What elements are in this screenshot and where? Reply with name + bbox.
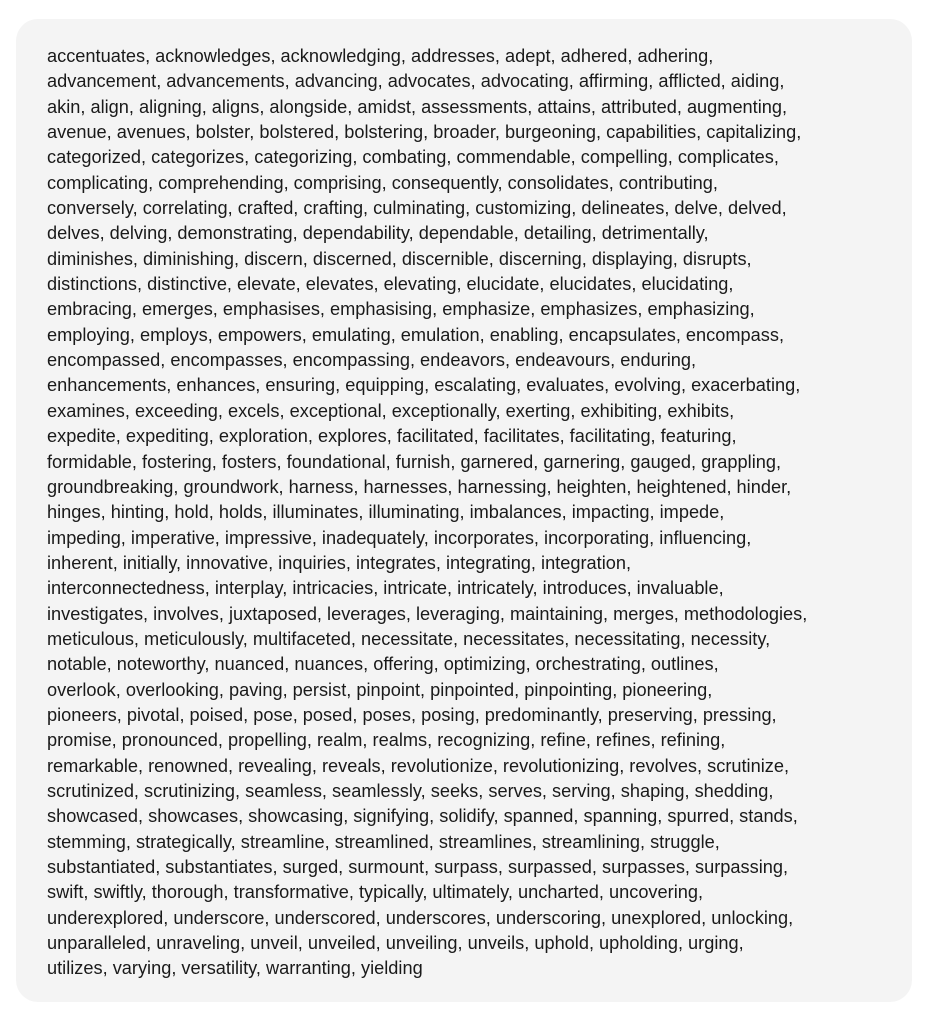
word-list-line: interconnectedness, interplay, intricacies, intricate, intricately, introduces, invaluable, (47, 578, 724, 599)
word-list-card (16, 19, 912, 1002)
word-list-line: diminishes, diminishing, discern, discerned, discernible, discerning, displaying, disrupts, (47, 248, 752, 269)
word-list-line: notable, noteworthy, nuanced, nuances, offering, optimizing, orchestrating, outlines, (47, 654, 719, 675)
word-list-line: overlook, overlooking, paving, persist, pinpoint, pinpointed, pinpointing, pioneering, (47, 679, 713, 700)
word-list-line: avenue, avenues, bolster, bolstered, bolstering, broader, burgeoning, capabilities, capitalizing, (47, 122, 802, 143)
word-list-line: conversely, correlating, crafted, crafting, culminating, customizing, delineates, delve, delved, (47, 198, 787, 219)
word-list-line: groundbreaking, groundwork, harness, harnesses, harnessing, heighten, heightened, hinder, (47, 476, 792, 497)
word-list-line: scrutinized, scrutinizing, seamless, seamlessly, seeks, serves, serving, shaping, shedding, (47, 780, 774, 801)
word-list-line: delves, delving, demonstrating, dependability, dependable, detailing, detrimentally, (47, 223, 709, 244)
word-list-line: showcased, showcases, showcasing, signifying, solidify, spanned, spanning, spurred, stands, (47, 806, 798, 827)
word-list-line: meticulous, meticulously, multifaceted, necessitate, necessitates, necessitating, necessity, (47, 628, 771, 649)
word-list-line: utilizes, varying, versatility, warranting, yielding (47, 958, 423, 979)
word-list-line: advancement, advancements, advancing, advocates, advocating, affirming, afflicted, aiding, (47, 71, 785, 92)
word-list-line: pioneers, pivotal, poised, pose, posed, poses, posing, predominantly, preserving, pressing, (47, 704, 777, 725)
word-list-text (47, 44, 892, 982)
word-list-line: promise, pronounced, propelling, realm, realms, recognizing, refine, refines, refining, (47, 730, 726, 751)
word-list-line: hinges, hinting, hold, holds, illuminates, illuminating, imbalances, impacting, impede, (47, 502, 725, 523)
word-list-line: stemming, strategically, streamline, streamlined, streamlines, streamlining, struggle, (47, 831, 720, 852)
word-list-line: complicating, comprehending, comprising, consequently, consolidates, contributing, (47, 172, 718, 193)
word-list-line: investigates, involves, juxtaposed, leverages, leveraging, maintaining, merges, methodologies, (47, 603, 808, 624)
word-list-line: expedite, expediting, exploration, explores, facilitated, facilitates, facilitating, featuring, (47, 426, 737, 447)
word-list-line: substantiated, substantiates, surged, surmount, surpass, surpassed, surpasses, surpassing, (47, 857, 789, 877)
word-list-line: swift, swiftly, thorough, transformative, typically, ultimately, uncharted, uncovering, (47, 882, 704, 903)
word-list-line: embracing, emerges, emphasises, emphasising, emphasize, emphasizes, emphasizing, (47, 299, 755, 320)
word-list-line: impeding, imperative, impressive, inadequately, incorporates, incorporating, influencing, (47, 527, 752, 548)
word-list-line: employing, employs, empowers, emulating, emulation, enabling, encapsulates, encompass, (47, 324, 784, 345)
word-list-line: distinctions, distinctive, elevate, elevates, elevating, elucidate, elucidates, elucidating, (47, 274, 734, 295)
word-list-line: underexplored, underscore, underscored, underscores, underscoring, unexplored, unlocking, (47, 907, 794, 928)
word-list-line: encompassed, encompasses, encompassing, endeavors, endeavours, enduring, (47, 350, 697, 371)
word-list-line: remarkable, renowned, revealing, reveals, revolutionize, revolutionizing, revolves, scrutinize, (47, 755, 790, 776)
word-list-line: akin, align, aligning, aligns, alongside, amidst, assessments, attains, attributed, augmenting, (47, 96, 788, 117)
word-list-line: accentuates, acknowledges, acknowledging, addresses, adept, adhered, adhering, (47, 46, 714, 66)
word-list-line: formidable, fostering, fosters, foundational, furnish, garnered, garnering, gauged, grappling, (47, 451, 782, 472)
word-list-line: unparalleled, unraveling, unveil, unveiled, unveiling, unveils, uphold, upholding, urging, (47, 933, 744, 954)
word-list-line: examines, exceeding, excels, exceptional, exceptionally, exerting, exhibiting, exhibits, (47, 400, 735, 421)
word-list-line: categorized, categorizes, categorizing, combating, commendable, compelling, complicates, (47, 147, 779, 168)
word-list-line: enhancements, enhances, ensuring, equipping, escalating, evaluates, evolving, exacerbating, (47, 375, 801, 396)
word-list-line: inherent, initially, innovative, inquiries, integrates, integrating, integration, (47, 552, 632, 573)
